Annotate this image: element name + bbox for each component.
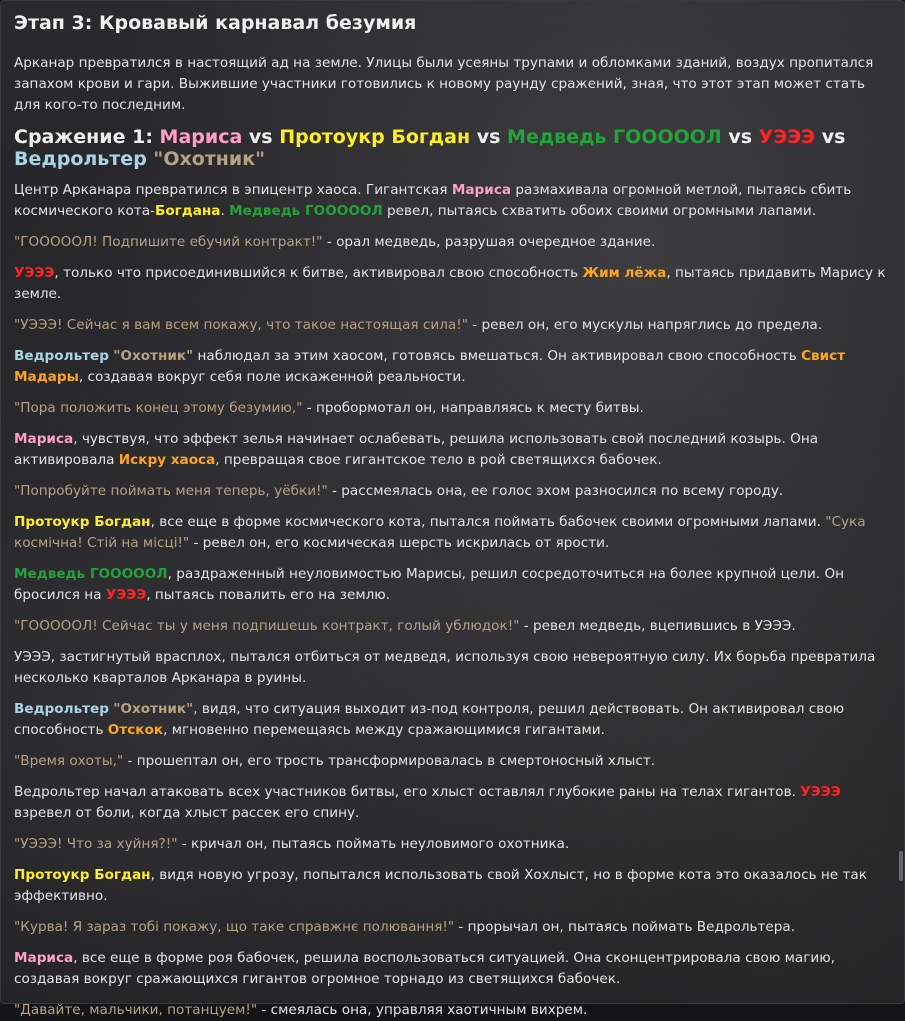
quote-text: "Сука космічна! Стій на місці!" [14,514,866,551]
name-bogdan: Протоукр Богдан [14,514,151,530]
story-paragraph [14,263,888,305]
fighter-marisa: Мариса [159,126,243,148]
story-paragraph [14,564,888,606]
battle-prefix: Сражение 1: [14,126,160,148]
name-marisa: Мариса [451,182,512,198]
name-bogdan: Богдана [154,203,221,219]
name-vedrolter: Ведрольтер [14,348,110,364]
ability-name: Жим лёжа [582,265,667,281]
text-span: размахивала огромной метлой, пытаясь сбить космического кота- [14,182,852,219]
name-hunter-nickname: "Охотник" [113,701,194,717]
text-span: , превращая свое гигантское тело в рой светящихся бабочек. [215,452,662,468]
text-span: , видя новую угрозу, попытался использовать свой Хохлыст, но в форме кота это оказалось не так эффективно. [14,867,867,904]
text-span: - ревел он, его мускулы напряглись до предела. [467,317,823,333]
vs-label: vs [721,126,759,148]
story-paragraph [14,232,888,253]
story-paragraph [14,782,888,824]
story-paragraph [14,917,888,938]
text-span: - кричал он, пытаясь поймать неуловимого охотника. [177,836,570,852]
text-span: , видя, что ситуация выходит из-под контроля, решил действовать. Он активировал свою способность [14,701,845,738]
story-paragraph [14,398,888,419]
story-content [14,1,888,1021]
text-span: наблюдал за этим хаосом, готовясь вмешаться. Он активировал свою способность [193,348,802,364]
story-paragraph: УЭЭЭ, застигнутый врасплох, пытался отбиться от медведя, используя свою невероятную силу. Их борьба превратила несколько кварталов Арканара в руины. [14,649,876,686]
vertical-scrollbar[interactable] [898,1,904,1003]
ability-name: Отскок [107,722,164,738]
text-span: , раздраженный неуловимостью Марисы, решил сосредоточиться на более крупной цели. Он бросился на [14,566,845,603]
text-span: , все еще в форме роя бабочек, решила воспользоваться ситуацией. Она сконцентрировала свою магию, создавая вокруг сражающихся гигантов огромное торнадо из светящихся бабочек. [14,950,835,987]
text-span: - прорычал он, пытаясь поймать Ведрольтера. [454,919,796,935]
text-span: - орал медведь, разрушая очередное здание. [322,234,656,250]
vs-label: vs [470,126,508,148]
quote-text: "Время охоты," [14,753,124,769]
text-span: - рассмеялась она, ее голос эхом разносился по всему городу. [327,483,784,499]
text-span: Ведрольтер начал атаковать всех участников битвы, его хлыст оставлял глубокие раны на телах гигантов. [14,784,801,800]
story-paragraph [14,948,888,990]
battle-heading [14,126,888,170]
text-span: - ревел он, его космическая шерсть искрилась от ярости. [189,535,610,551]
text-span: Центр Арканара превратился в эпицентр хаоса. Гигантская [14,182,452,198]
text-span: - прошептал он, его трость трансформировалась в смертоносный хлыст. [123,753,656,769]
quote-text: "ГООООOЛ! Подпишите ебучий контракт!" [14,234,323,250]
text-span: взревел от боли, когда хлыст рассек его спину. [14,805,360,821]
text-span: , пытаясь придавить Марису к земле. [14,265,886,302]
vs-label: vs [815,126,846,148]
text-span: - ревел медведь, вцепившись в УЭЭЭ. [519,618,796,634]
name-marisa: Мариса [14,950,74,966]
fighter-vedrolter: Ведрольтер [14,148,147,170]
quote-text: "УЭЭЭ! Что за хуйня?!" [14,836,178,852]
text-span: , создавая вокруг себя поле искаженной реальности. [78,369,466,385]
story-paragraph [14,1000,888,1021]
story-paragraph [14,512,888,554]
quote-text: "Попробуйте поймать меня теперь, уёбки!" [14,483,328,499]
fighter-bear: Медведь ГОООООЛ [507,126,722,148]
ability-name: Свист Мадары [14,348,846,385]
ability-name: Искру хаоса [118,452,216,468]
story-paragraph [14,616,888,637]
name-ueee: УЭЭЭ [14,265,55,281]
text-span: , пытаясь повалить его на землю. [146,587,391,603]
fighter-hunter-nickname: "Охотник" [153,148,266,170]
fighter-bogdan: Протоукр Богдан [279,126,471,148]
name-marisa: Мариса [14,431,74,447]
text-span: . [220,203,230,219]
page-title: Этап 3: Кровавый карнавал безумия [14,12,417,34]
story-paragraph [14,751,888,772]
name-bear: Медведь ГОООООЛ [14,566,168,582]
story-paragraph [14,834,888,855]
name-vedrolter: Ведрольтер [14,701,110,717]
story-paragraph [14,865,888,907]
name-ueee: УЭЭЭ [800,784,841,800]
text-span: ревел, пытаясь схватить обоих своими огромными лапами. [382,203,817,219]
name-bogdan: Протоукр Богдан [14,867,151,883]
text-span: , мгновенно перемещаясь между сражающимися гигантами. [163,722,605,738]
quote-text: "ГООООOЛ! Сейчас ты у меня подпишешь контракт, голый ублюдок!" [14,618,520,634]
quote-text: "УЭЭЭ! Сейчас я вам всем покажу, что такое настоящая сила!" [14,317,468,333]
quote-text: "Пора положить конец этому безумию," [14,400,303,416]
scrollbar-thumb[interactable] [899,851,903,881]
story-paragraph [14,346,888,388]
story-paragraph [14,429,888,471]
story-paragraph [14,481,888,502]
story-paragraph [14,180,888,222]
quote-text: "Давайте, мальчики, потанцуем!" [14,1002,258,1018]
intro-paragraph: Арканар превратился в настоящий ад на земле. Улицы были усеяны трупами и обломками зданий, воздух пропитался запахом крови и гари. Выжившие участники готовились к новому раунду сражений, зная, что этот этап может стать для кого-то последним. [14,55,874,113]
name-ueee: УЭЭЭ [105,587,147,603]
name-bear: Медведь ГОООООЛ [229,203,383,219]
quote-text: "Курва! Я зараз тобі покажу, що таке справжнє полювання!" [14,919,455,935]
story-paragraph [14,315,888,336]
name-hunter-nickname: "Охотник" [113,348,194,364]
text-span: - пробормотал он, направляясь к месту битвы. [302,400,644,416]
text-span: , чувствуя, что эффект зелья начинает ослабевать, решила использовать свой последний козырь. Она активировала [14,431,819,468]
vs-label: vs [242,126,280,148]
text-span: - смеялась она, управляя хаотичным вихрем. [257,1002,588,1018]
text-span: , все еще в форме космического кота, пытался поймать бабочек своими огромными лапами. [150,514,826,530]
story-paragraph [14,699,888,741]
fighter-ueee: УЭЭЭ [758,126,816,148]
text-span: , только что присоединившийся к битве, активировал свою способность [54,265,583,281]
